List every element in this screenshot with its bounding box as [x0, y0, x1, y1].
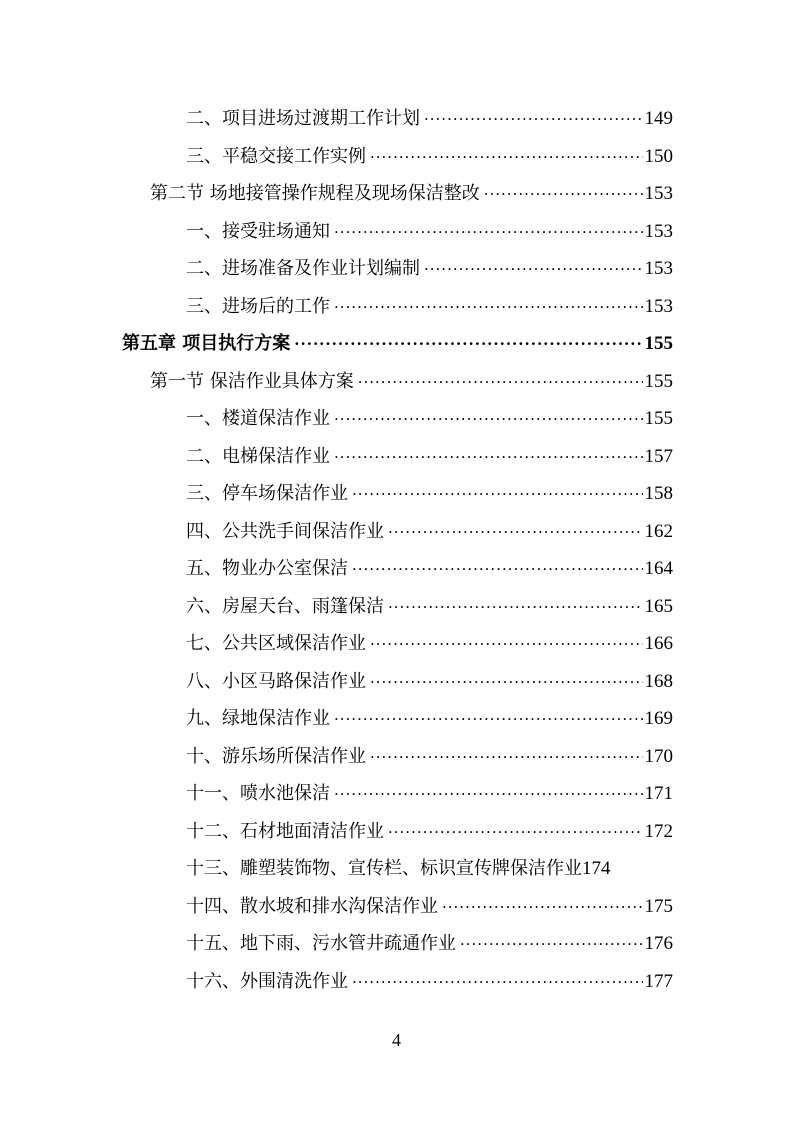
toc-entry-page: 157 — [644, 445, 673, 467]
toc-entry[interactable] — [186, 851, 673, 887]
toc-entry-page: 149 — [644, 108, 673, 129]
dot-leader — [334, 701, 643, 737]
toc-entry-page: 162 — [644, 520, 673, 542]
toc-entry-title: 一、楼道保洁作业 — [186, 408, 330, 429]
toc-entry-title: 十、游乐场所保洁作业 — [186, 745, 366, 767]
toc-entry-title: 第一节 保洁作业具体方案 — [150, 370, 354, 392]
toc-entry-title: 六、房屋天台、雨篷保洁 — [186, 595, 384, 617]
toc-entry-page: 153 — [644, 183, 673, 204]
toc-entry-page: 175 — [644, 895, 673, 917]
toc-entry[interactable] — [186, 776, 673, 812]
toc-entry[interactable] — [122, 326, 673, 362]
dot-leader — [352, 551, 643, 587]
toc-entry-title: 八、小区马路保洁作业 — [186, 670, 366, 692]
toc-entry-title: 二、项目进场过渡期工作计划 — [186, 108, 420, 129]
toc-entry-page: 153 — [644, 295, 673, 317]
toc-entry-page: 165 — [644, 595, 673, 617]
toc-entry-page: 176 — [644, 933, 673, 954]
toc-entry[interactable] — [186, 664, 673, 700]
toc-entry-page: 168 — [644, 670, 673, 692]
dot-leader — [352, 476, 643, 512]
dot-leader — [334, 214, 643, 250]
toc-entry-title: 十三、雕塑装饰物、宣传栏、标识宣传牌保洁作业 — [186, 858, 582, 879]
toc-entry-page: 174 — [582, 858, 611, 879]
dot-leader — [424, 251, 643, 287]
toc-entry[interactable] — [186, 701, 673, 737]
toc-entry-page: 172 — [644, 820, 673, 842]
toc-entry-page: 166 — [644, 633, 673, 654]
toc-entry[interactable] — [186, 101, 673, 137]
toc-entry[interactable] — [186, 814, 673, 850]
dot-leader — [352, 964, 643, 1000]
toc-entry-page: 158 — [644, 483, 673, 504]
dot-leader — [370, 664, 643, 700]
dot-leader — [370, 139, 643, 175]
dot-leader — [370, 626, 643, 662]
toc-entry-page: 170 — [644, 745, 673, 767]
toc-entry-page: 155 — [644, 370, 673, 392]
toc-entry-title: 第二节 场地接管操作规程及现场保洁整改 — [150, 183, 480, 204]
dot-leader — [370, 739, 643, 775]
toc-entry[interactable] — [186, 476, 673, 512]
dot-leader — [294, 326, 642, 362]
toc-entry[interactable] — [186, 439, 673, 475]
toc-entry-title: 十四、散水坡和排水沟保洁作业 — [186, 895, 438, 917]
toc-entry[interactable] — [186, 964, 673, 1000]
toc-entry-title: 三、进场后的工作 — [186, 295, 330, 317]
toc-entry[interactable] — [186, 214, 673, 250]
dot-leader — [388, 589, 643, 625]
toc-entry-title: 二、电梯保洁作业 — [186, 445, 330, 467]
dot-leader — [334, 776, 643, 812]
toc-entry-title: 九、绿地保洁作业 — [186, 708, 330, 729]
dot-leader — [334, 401, 643, 437]
toc-entry[interactable] — [186, 626, 673, 662]
toc-entry-title: 十二、石材地面清洁作业 — [186, 820, 384, 842]
toc-entry-title: 五、物业办公室保洁 — [186, 558, 348, 579]
toc-entry-page: 153 — [644, 258, 673, 279]
toc-entry-title: 一、接受驻场通知 — [186, 220, 330, 242]
dot-leader — [460, 926, 643, 962]
toc-entry-title: 二、进场准备及作业计划编制 — [186, 258, 420, 279]
toc-entry[interactable] — [186, 514, 673, 550]
dot-leader — [334, 289, 643, 325]
dot-leader — [334, 439, 643, 475]
toc-entry-title: 三、平稳交接工作实例 — [186, 145, 366, 167]
toc-entry-title: 四、公共洗手间保洁作业 — [186, 520, 384, 542]
toc-entry[interactable] — [150, 364, 673, 400]
dot-leader — [442, 889, 643, 925]
page-number: 4 — [392, 1030, 401, 1050]
toc-entry[interactable] — [186, 289, 673, 325]
toc-entry[interactable] — [186, 739, 673, 775]
toc-entry-title: 十五、地下雨、污水管井疏通作业 — [186, 933, 456, 954]
toc-entry-page: 150 — [644, 145, 673, 167]
toc-entry[interactable] — [186, 926, 673, 962]
toc-entry[interactable] — [186, 551, 673, 587]
toc-entry-title: 十六、外围清洗作业 — [186, 970, 348, 992]
toc-entry-page: 155 — [644, 408, 673, 429]
dot-leader — [484, 176, 643, 212]
toc-entry-page: 155 — [644, 333, 673, 354]
toc-entry-page: 153 — [644, 220, 673, 242]
toc-entry-title: 三、停车场保洁作业 — [186, 483, 348, 504]
toc-entry-page: 164 — [644, 558, 673, 579]
toc-entry[interactable] — [186, 401, 673, 437]
toc-entry-title: 十一、喷水池保洁 — [186, 783, 330, 804]
dot-leader — [388, 514, 643, 550]
dot-leader — [388, 814, 643, 850]
toc-entry-page: 169 — [644, 708, 673, 729]
dot-leader — [358, 364, 643, 400]
toc-entry[interactable] — [186, 889, 673, 925]
toc-entry[interactable] — [186, 251, 673, 287]
dot-leader — [424, 101, 643, 137]
toc-entry[interactable] — [150, 176, 673, 212]
toc-entry-page: 177 — [644, 970, 673, 992]
toc-entry-title: 第五章 项目执行方案 — [122, 333, 291, 354]
toc-entry[interactable] — [186, 139, 673, 175]
toc-entry-page: 171 — [644, 783, 673, 804]
toc-entry[interactable] — [186, 589, 673, 625]
toc-entry-title: 七、公共区域保洁作业 — [186, 633, 366, 654]
